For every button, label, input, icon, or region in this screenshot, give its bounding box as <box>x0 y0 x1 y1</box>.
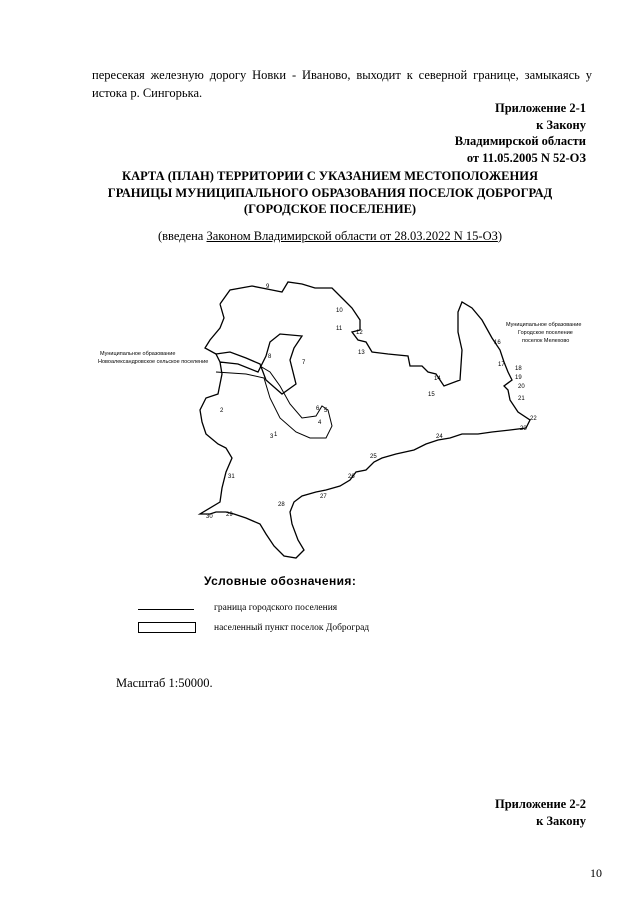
point-label: 12 <box>356 330 363 336</box>
point-label: 24 <box>436 434 443 440</box>
legend-item-locality: населенный пункт поселок Доброград <box>214 623 370 633</box>
point-label: 29 <box>226 512 233 518</box>
right-area-label: поселок Мелехово <box>522 338 570 344</box>
appendix-header <box>455 100 586 166</box>
point-label: 23 <box>520 426 527 432</box>
legend-title: Условные обозначения: <box>204 574 357 588</box>
amendment-prefix: (введена <box>157 229 207 243</box>
appendix-line: Приложение 2-2 <box>494 797 586 811</box>
settlement-boundary <box>200 282 530 558</box>
point-label: 2 <box>220 408 224 414</box>
point-label: 8 <box>268 354 272 360</box>
point-label: 9 <box>266 284 270 290</box>
appendix-line: от 11.05.2005 N 52-ОЗ <box>466 150 586 165</box>
inner-boundary-segment <box>216 366 332 438</box>
point-label: 20 <box>518 384 525 390</box>
point-label: 3 <box>270 434 274 440</box>
right-area-label: Муниципальное образование <box>506 322 582 328</box>
point-label: 15 <box>428 392 435 398</box>
legend-rect-swatch <box>138 622 196 633</box>
point-label: 21 <box>518 396 525 402</box>
point-label: 11 <box>336 326 343 332</box>
point-label: 7 <box>302 360 306 366</box>
map-scale: Масштаб 1:50000. <box>116 676 213 690</box>
point-label: 31 <box>228 474 235 480</box>
point-label: 26 <box>348 474 355 480</box>
point-label: 17 <box>498 362 505 368</box>
title-line: КАРТА (ПЛАН) ТЕРРИТОРИИ С УКАЗАНИЕМ МЕСТОПОЛОЖЕНИЯ <box>122 169 538 183</box>
amendment-note <box>70 229 590 244</box>
point-label: 25 <box>370 454 377 460</box>
point-label: 13 <box>358 350 365 356</box>
point-label: 14 <box>434 376 441 382</box>
legend-item-boundary: граница городского поселения <box>214 603 338 613</box>
appendix-line: к Закону <box>536 117 586 132</box>
territory-map <box>70 262 610 572</box>
point-label: 16 <box>494 340 501 346</box>
appendix-line: Приложение 2-1 <box>494 101 586 115</box>
point-label: 4 <box>318 420 322 426</box>
point-label: 6 <box>316 406 320 412</box>
appendix-line: Владимирской области <box>454 134 586 148</box>
left-area-label: Муниципальное образование <box>100 351 176 357</box>
amendment-law-link[interactable]: Законом Владимирской области от 28.03.2022 N 15-ОЗ <box>206 229 498 243</box>
point-label: 10 <box>336 308 343 314</box>
point-label: 30 <box>206 514 213 520</box>
left-area-label: Новоалександровское сельское поселение <box>98 359 209 365</box>
appendix-header-next <box>495 796 586 829</box>
appendix-line: к Закону <box>536 813 586 828</box>
amendment-suffix: ) <box>497 229 503 243</box>
legend-line-swatch <box>138 609 194 610</box>
point-label: 1 <box>274 432 278 438</box>
title-line: (ГОРОДСКОЕ ПОСЕЛЕНИЕ) <box>243 202 417 216</box>
point-label: 28 <box>278 502 285 508</box>
right-area-label: Городское поселение <box>518 330 573 336</box>
point-label: 18 <box>515 366 522 372</box>
document-title <box>70 168 590 218</box>
intro-paragraph: пересекая железную дорогу Новки - Иваново, выходит к северной границе, замыкаясь у истока р. Сингорька. <box>92 68 592 100</box>
point-label: 27 <box>320 494 327 500</box>
point-label: 19 <box>515 375 522 381</box>
page-number: 10 <box>590 866 602 880</box>
point-label: 22 <box>530 416 537 422</box>
point-label: 5 <box>324 408 328 414</box>
title-line: ГРАНИЦЫ МУНИЦИПАЛЬНОГО ОБРАЗОВАНИЯ ПОСЕЛОК ДОБРОГРАД <box>107 185 553 200</box>
